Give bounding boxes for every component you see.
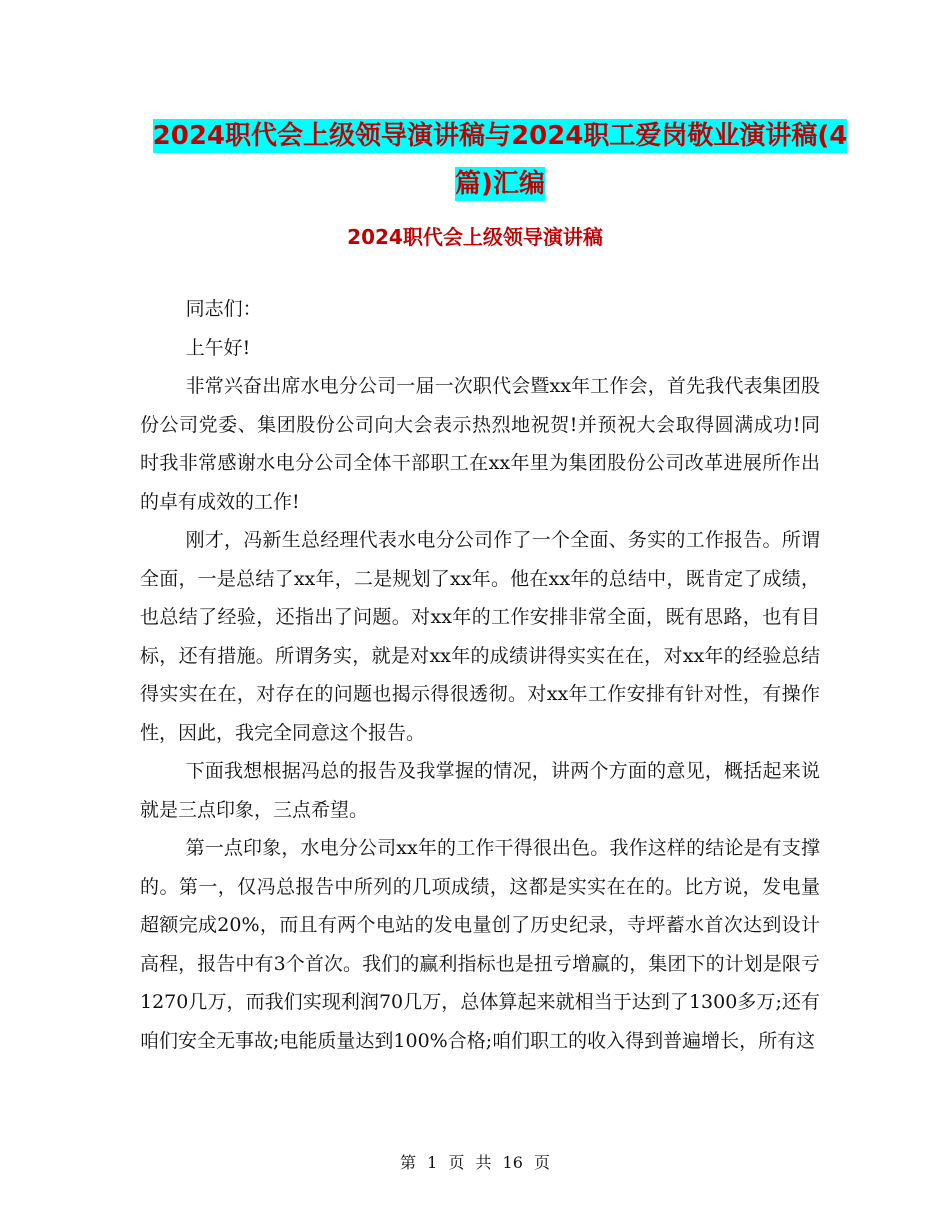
- body-paragraph: 第一点印象，水电分公司xx年的工作干得很出色。我作这样的结论是有支撑的。第一，仅冯总报告中所列的几项成绩，这都是实实在在的。比方说，发电量超额完成20%，而且有两个电站的发电量创了历史纪录，寺坪蓄水首次达到设计高程，报告中有3个首次。我们的赢利指标也是扭亏增赢的，集团下的计划是限亏1270几万，而我们实现利润70几万，总体算起来就相当于达到了1300多万;还有咱们安全无事故;电能质量达到100%合格;咱们职工的收入得到普遍增长，所有这: [140, 837, 820, 1052]
- title-highlight: 2024职代会上级领导演讲稿与2024职工爱岗敬业演讲稿(4篇)汇编: [152, 121, 848, 199]
- page-number-footer: 第 1 页 共 16 页: [400, 1153, 550, 1172]
- greeting: 上午好!: [185, 336, 251, 359]
- salutation: 同志们：: [185, 298, 262, 320]
- section-title: 2024职代会上级领导演讲稿: [347, 225, 603, 249]
- body-paragraph: 下面我想根据冯总的报告及我掌握的情况，讲两个方面的意见，概括起来说就是三点印象，三点希望。: [140, 760, 820, 821]
- body-paragraph: 非常兴奋出席水电分公司一届一次职代会暨xx年工作会，首先我代表集团股份公司党委、集团股份公司向大会表示热烈地祝贺!并预祝大会取得圆满成功!同时我非常感谢水电分公司全体干部职工在xx年里为集团股份公司改革进展所作出的卓有成效的工作!: [140, 375, 820, 513]
- document-body: [140, 290, 820, 1060]
- body-paragraph: 刚才，冯新生总经理代表水电分公司作了一个全面、务实的工作报告。所谓全面，一是总结了xx年，二是规划了xx年。他在xx年的总结中，既肯定了成绩，也总结了经验，还指出了问题。对xx年的工作安排非常全面，既有思路，也有目标，还有措施。所谓务实，就是对xx年的成绩讲得实实在在，对xx年的经验总结得实实在在，对存在的问题也揭示得很透彻。对xx年工作安排有针对性，有操作性，因此，我完全同意这个报告。: [140, 529, 820, 744]
- document-title: [140, 112, 860, 208]
